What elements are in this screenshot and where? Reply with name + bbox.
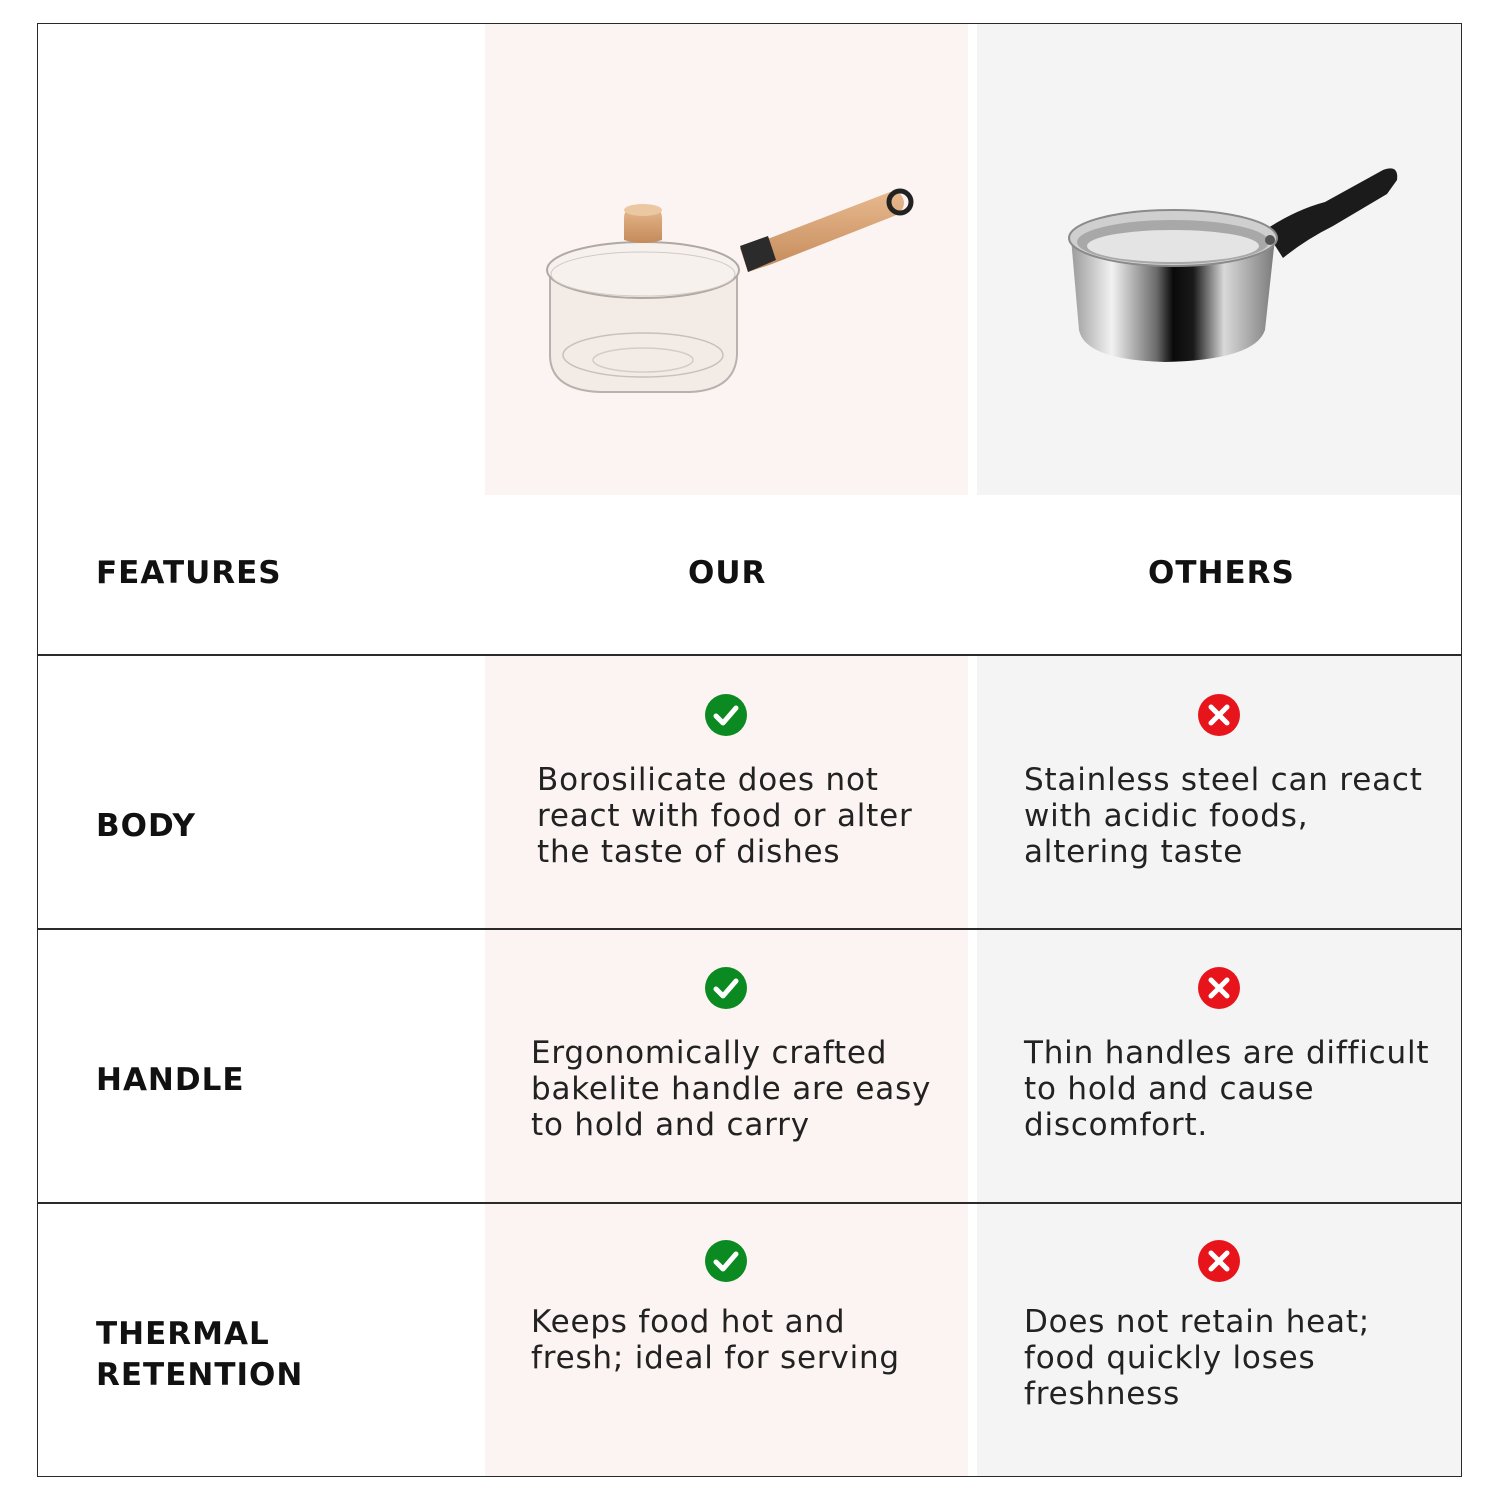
feature-label-body: BODY (96, 808, 196, 844)
check-icon (705, 967, 747, 1009)
cross-icon (1198, 967, 1240, 1009)
feature-label-handle: HANDLE (96, 1062, 245, 1098)
our-thermal-text: Keeps food hot and fresh; ideal for serving (531, 1304, 900, 1376)
table-frame (37, 23, 1462, 1477)
others-header: OTHERS (1148, 555, 1295, 591)
feature-label-thermal-retention: THERMAL RETENTION (96, 1316, 304, 1393)
others-body-text: Stainless steel can react with acidic foods, altering taste (1024, 762, 1423, 870)
features-header: FEATURES (96, 555, 282, 591)
check-icon (705, 694, 747, 736)
others-handle-text: Thin handles are difficult to hold and cause discomfort. (1024, 1035, 1430, 1143)
cross-icon (1198, 694, 1240, 736)
our-body-text: Borosilicate does not react with food or alter the taste of dishes (537, 762, 913, 870)
check-icon (705, 1240, 747, 1282)
others-thermal-text: Does not retain heat; food quickly loses freshness (1024, 1304, 1371, 1412)
our-header: OUR (688, 555, 767, 591)
our-handle-text: Ergonomically crafted bakelite handle are easy to hold and carry (531, 1035, 932, 1143)
cross-icon (1198, 1240, 1240, 1282)
